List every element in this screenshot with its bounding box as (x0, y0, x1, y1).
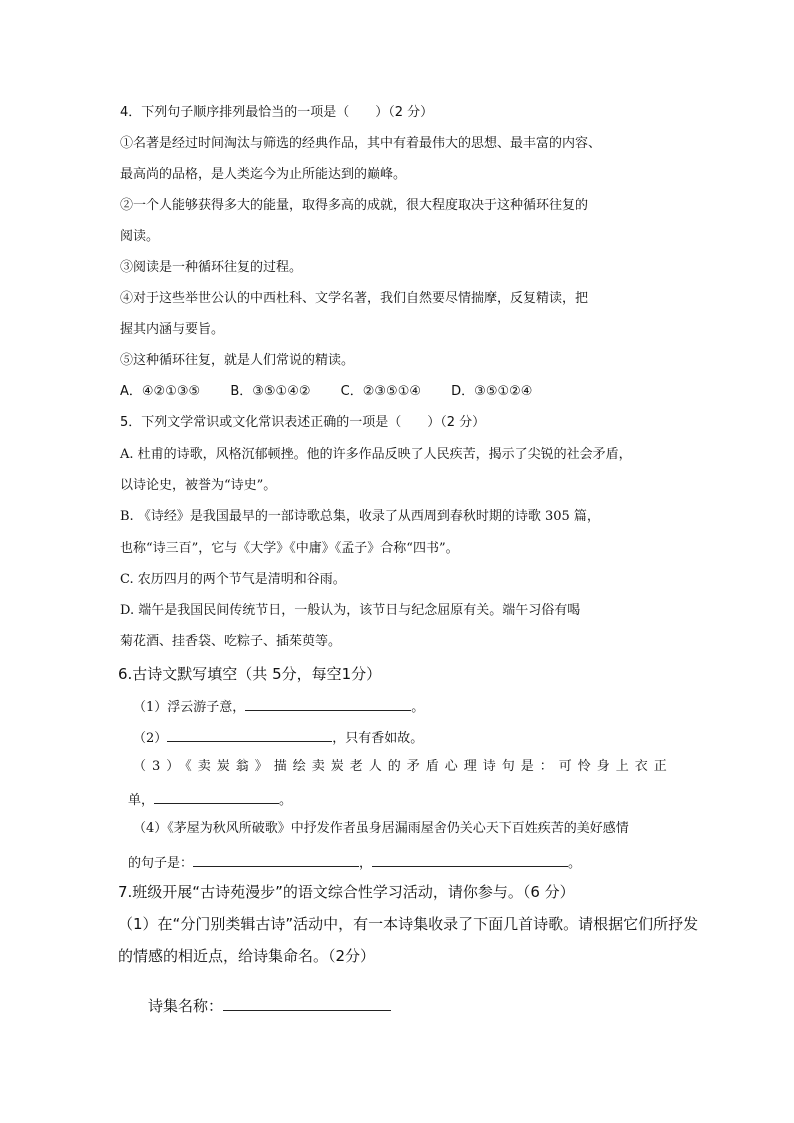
q4-sentence-2: ②一个人能够获得多大的能量，取得多高的成就，很大程度取决于这种循环往复的 (120, 198, 589, 213)
q7-part-1: （1）在“分门别类辑古诗”活动中，有一本诗集收录了下面几首诗歌。请根据它们所抒发 (118, 915, 699, 933)
q6-item-3-cont (128, 789, 292, 810)
q4-options (120, 383, 558, 401)
q5-option-d: D. 端午是我国民间传统节日，一般认为，该节日与纪念屈原有关。端午习俗有喝 (120, 603, 581, 618)
q4-sentence-4-cont: 握其内涵与要旨。 (120, 322, 225, 337)
q6-item-1-end: 。 (411, 700, 425, 715)
q5-option-b-cont: 也称“诗三百”，它与《大学》《中庸》《孟子》合称“四书”。 (120, 541, 459, 556)
q4-sentence-5: ⑤这种循环往复，就是人们常说的精读。 (120, 353, 355, 368)
q6-item-3-end: 。 (279, 793, 293, 808)
collection-name-label: 诗集名称： (148, 997, 224, 1015)
q6-item-1-text: （1）浮云游子意， (133, 700, 246, 715)
q7-collection-name (148, 994, 391, 1016)
q6-blank-4[interactable] (193, 852, 359, 867)
q7-part-1-cont: 的情感的相近点，给诗集命名。（2分） (118, 947, 376, 965)
q4-sentence-1: ①名著是经过时间淘汰与筛选的经典作品，其中有着最伟大的思想、最丰富的内容、 (120, 136, 602, 151)
q6-item-2 (133, 727, 423, 748)
q4-sentence-4: ④对于这些举世公认的中西杜科、文学名著，我们自然要尽情揣摩，反复精读，把 (120, 291, 589, 306)
q5-option-c: C. 农历四月的两个节气是清明和谷雨。 (120, 572, 346, 587)
q6-item-3: （3）《卖炭翁》描绘卖炭老人的矛盾心理诗句是：可怜身上衣正 (133, 759, 673, 774)
q6-item-4-text: 的句子是： (128, 856, 194, 871)
q6-item-2-end: ，只有香如故。 (332, 731, 424, 746)
q4-sentence-2-cont: 阅读。 (120, 229, 160, 244)
q4-option-a[interactable]: A．④②①③⑤ (120, 384, 201, 399)
q5-option-d-cont: 菊花酒、挂香袋、吃粽子、插茱萸等。 (120, 634, 342, 649)
q6-blank-1[interactable] (245, 696, 411, 711)
q6-item-3-text: 单， (128, 793, 155, 808)
q4-sentence-3: ③阅读是一种循环往复的过程。 (120, 260, 303, 275)
q6-stem: 6.古诗文默写填空（共 5分，每空1分） (118, 665, 382, 683)
q6-blank-2[interactable] (167, 727, 332, 742)
q6-item-4-cont (128, 852, 581, 873)
q5-option-a-cont: 以诗论史，被誉为“诗史”。 (120, 478, 277, 493)
collection-name-blank[interactable] (223, 994, 391, 1011)
q7-stem: 7.班级开展“古诗苑漫步”的语文综合性学习活动，请你参与。（6 分） (118, 883, 575, 901)
q5-option-b: B. 《诗经》是我国最早的一部诗歌总集，收录了从西周到春秋时期的诗歌 305 篇， (120, 509, 600, 524)
q6-item-4: （4）《茅屋为秋风所破歌》中抒发作者虽身居漏雨屋舍仍关心天下百姓疾苦的美好感情 (133, 821, 629, 836)
q4-option-b[interactable]: B．③⑤①④② (230, 384, 311, 399)
q4-sentence-1-cont: 最高尚的品格，是人类迄今为止所能达到的巅峰。 (120, 167, 407, 182)
q4-stem: 4．下列句子顺序排列最恰当的一项是（ ）（2 分） (120, 105, 434, 120)
q4-option-d[interactable]: D．③⑤①②④ (451, 384, 533, 399)
q5-stem: 5．下列文学常识或文化常识表述正确的一项是（ ）（2 分） (120, 415, 486, 430)
q6-item-2-text: （2） (133, 731, 168, 746)
q6-item-4-end: 。 (568, 856, 582, 871)
q6-blank-3[interactable] (154, 789, 279, 804)
q6-blank-5[interactable] (372, 852, 568, 867)
q6-item-4-sep: ， (359, 856, 373, 871)
q4-option-c[interactable]: C．②③⑤①④ (340, 384, 422, 399)
q5-option-a: A. 杜甫的诗歌，风格沉郁顿挫。他的许多作品反映了人民疾苦，揭示了尖锐的社会矛盾， (120, 447, 632, 462)
q6-item-1 (133, 696, 424, 717)
